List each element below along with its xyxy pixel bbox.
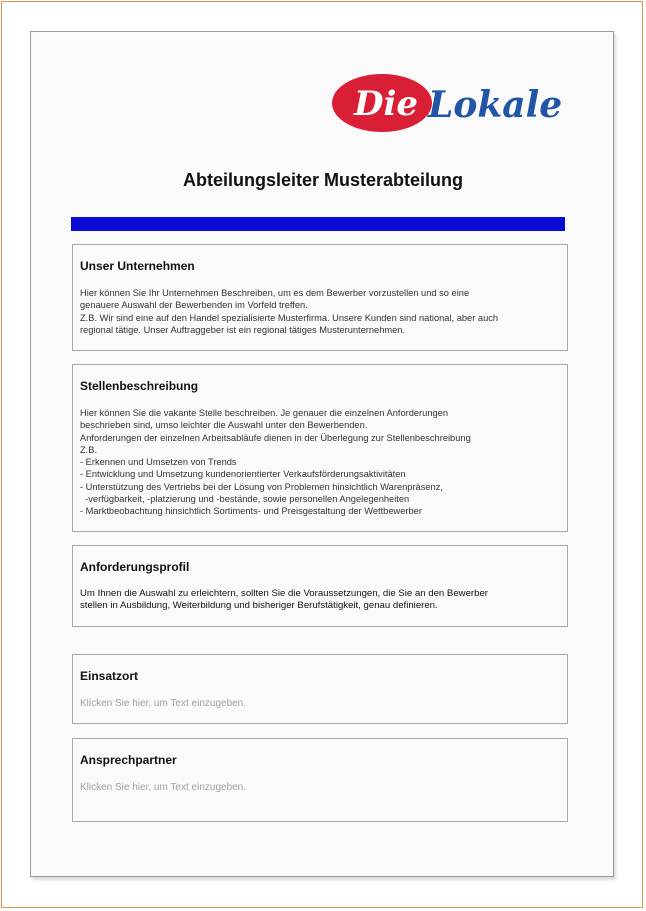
einsatzort-text-field[interactable]: Klicken Sie hier, um Text einzugeben. [80, 698, 247, 709]
section-ansprechpartner [72, 738, 568, 822]
section-heading: Unser Unternehmen [80, 259, 195, 273]
body-line: genauere Auswahl der Bewerbenden im Vorfeld treffen. [80, 300, 308, 311]
logo-text-die: Die [354, 84, 419, 124]
section-heading: Ansprechpartner [80, 753, 177, 767]
body-line: Hier können Sie Ihr Unternehmen Beschreiben, um es dem Bewerber vorzustellen und so eine [80, 288, 470, 298]
body-line: - Marktbeobachtung hinsichtlich Sortiments- und Preisgestaltung der Wettbewerber [80, 506, 422, 517]
body-line: stellen in Ausbildung, Weiterbildung und bisheriger Berufstätigkeit, genau definieren. [80, 600, 438, 612]
section-body [80, 407, 559, 518]
section-body [80, 588, 559, 613]
body-line: regional tätige. Unser Auftraggeber ist ein regional tätiges Musterunternehmen. [80, 324, 406, 335]
section-heading: Anforderungsprofil [80, 560, 190, 574]
body-line: - Unterstützung des Vertriebs bei der Lösung von Problemen hinsichtlich Warenpräsenz, [80, 481, 443, 492]
logo-text-lokale: Lokale [428, 84, 563, 126]
body-line: Um Ihnen die Auswahl zu erleichtern, sollten Sie die Voraussetzungen, die Sie an den Bewerber [80, 588, 488, 599]
body-line: beschrieben sind, umso leichter die Auswahl unter den Bewerbenden. [80, 420, 368, 431]
body-line: Anforderungen der einzelnen Arbeitsabläufe dienen in der Überlegung zur Stellenbeschreibung [80, 432, 471, 443]
section-einsatzort [72, 654, 568, 724]
section-heading: Stellenbeschreibung [80, 379, 199, 393]
body-line: Z.B. Wir sind eine auf den Handel spezialisierte Musterfirma. Unsere Kunden sind national, aber auch [80, 312, 499, 323]
section-anforderungsprofil [72, 545, 568, 627]
body-line: -verfügbarkeit, -platzierung und -bestände, sowie personellen Angelegenheiten [80, 494, 410, 505]
section-heading: Einsatzort [80, 669, 139, 683]
body-line: Hier können Sie die vakante Stelle beschreiben. Je genauer die einzelnen Anforderungen [80, 408, 448, 418]
body-line: Z.B. [80, 444, 98, 455]
blue-divider-bar [71, 217, 565, 231]
body-line: - Erkennen und Umsetzen von Trends [80, 457, 237, 468]
section-stellenbeschreibung [72, 364, 568, 532]
document-title: Abteilungsleiter Musterabteilung [182, 170, 464, 190]
company-logo [332, 70, 582, 140]
body-line: - Entwicklung und Umsetzung kundenorientierter Verkaufsförderungsaktivitäten [80, 469, 406, 480]
section-body [80, 287, 559, 336]
section-unternehmen [72, 244, 568, 351]
ansprechpartner-text-field[interactable]: Klicken Sie hier, um Text einzugeben. [80, 782, 247, 793]
